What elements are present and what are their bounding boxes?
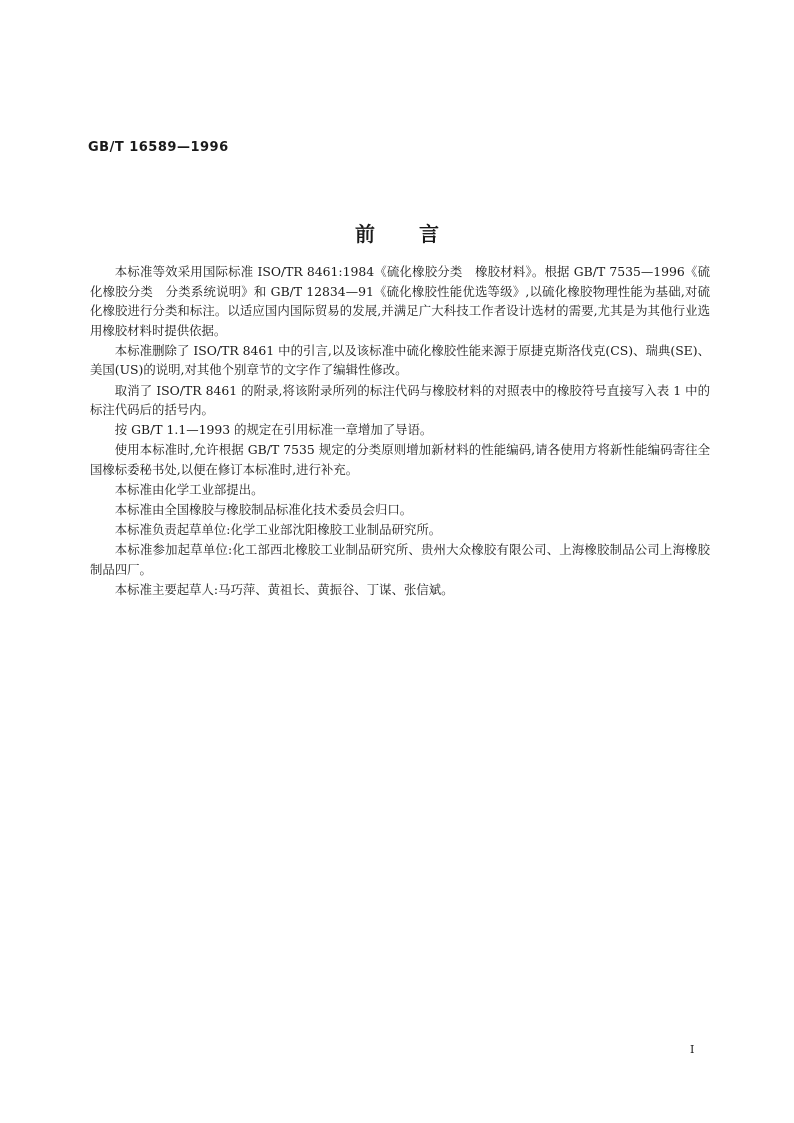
paragraph: 使用本标准时,允许根据 GB/T 7535 规定的分类原则增加新材料的性能编码,请各使用方将新性能编码寄往全国橡标委秘书处,以便在修订本标准时,进行补充。 xyxy=(90,442,710,477)
paragraph: 取消了 ISO/TR 8461 的附录,将该附录所列的标注代码与橡胶材料的对照表中的橡胶符号直接写入表 1 中的标注代码后的括号内。 xyxy=(90,382,710,418)
page-number: I xyxy=(690,1043,695,1056)
paragraph: 本标准参加起草单位:化工部西北橡胶工业制品研究所、贵州大众橡胶有限公司、上海橡胶制品公司上海橡胶制品四厂。 xyxy=(90,542,710,577)
paragraph: 本标准等效采用国际标准 ISO/TR 8461:1984《硫化橡胶分类 橡胶材料》。根据 GB/T 7535—1996《硫化橡胶分类 分类系统说明》和 GB/T 12834—91《硫化橡胶性能优选等级》,以硫化橡胶物理性能为基础,对硫化橡胶进行分类和标注。以适应国内国际贸易的发展,并满足广大科技工作者设计选材的需要,尤其是为其他行业选用橡胶材料时提供依据。 xyxy=(90,264,710,338)
paragraph: 本标准主要起草人:马巧萍、黄祖长、黄振谷、丁谋、张信斌。 xyxy=(114,582,454,597)
paragraph: 按 GB/T 1.1—1993 的规定在引用标准一章增加了导语。 xyxy=(114,422,433,438)
page-title: 前言 xyxy=(355,222,483,246)
standard-code-header: GB/T 16589—1996 xyxy=(88,140,229,155)
paragraph: 本标准由全国橡胶与橡胶制品标准化技术委员会归口。 xyxy=(114,502,413,518)
paragraph: 本标准负责起草单位:化学工业部沈阳橡胶工业制品研究所。 xyxy=(114,522,442,538)
document-body xyxy=(90,262,710,600)
paragraph: 本标准由化学工业部提出。 xyxy=(114,482,264,498)
paragraph: 本标准删除了 ISO/TR 8461 中的引言,以及该标准中硫化橡胶性能来源于原捷克斯洛伐克(CS)、瑞典(SE)、美国(US)的说明,对其他个别章节的文字作了编辑性修改。 xyxy=(90,342,710,378)
